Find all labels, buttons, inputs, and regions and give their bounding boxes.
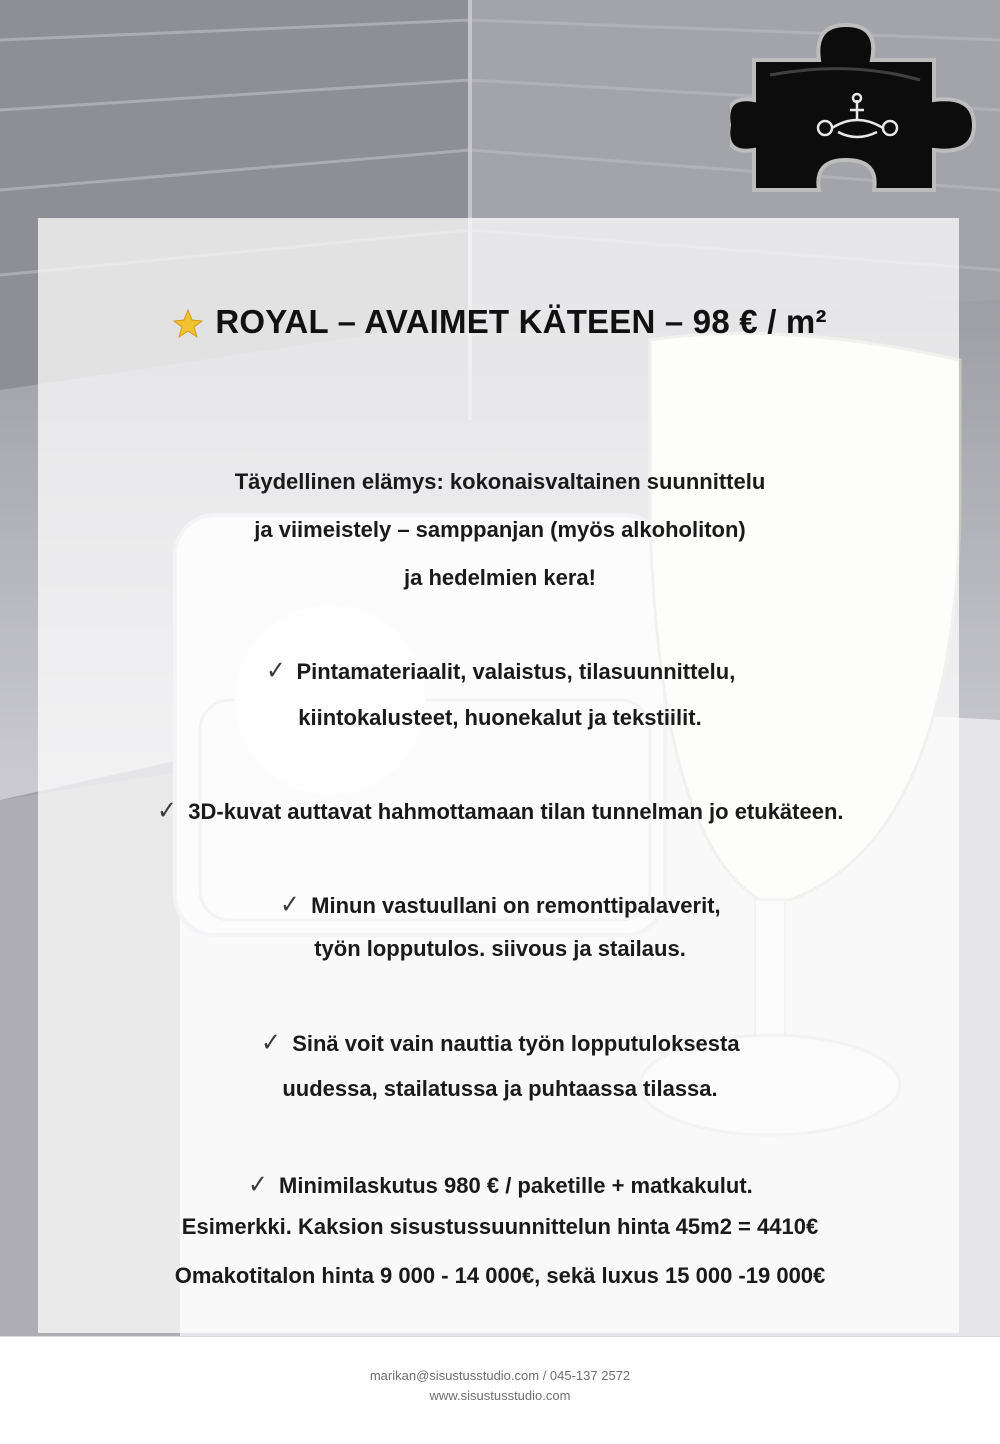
bullet-4-line-2: uudessa, stailatussa ja puhtaassa tilassa. <box>282 1076 718 1101</box>
star-icon <box>173 309 203 347</box>
footer-website-link[interactable]: www.sisustusstudio.com <box>429 1388 571 1403</box>
bullet-1-line-1: ✓ Pintamateriaalit, valaistus, tilasuunnittelu, <box>265 655 736 685</box>
bullet-2-line-1: ✓ 3D-kuvat auttavat hahmottamaan tilan tunnelman jo etukäteen. <box>157 795 844 825</box>
bullet-3-line-2: työn lopputulos. siivous ja stailaus. <box>314 936 686 961</box>
check-icon: ✓ <box>261 1027 282 1057</box>
page-title <box>0 303 1000 347</box>
check-icon: ✓ <box>248 1169 268 1199</box>
footer-divider <box>0 1336 1000 1337</box>
bullet-4-line-1: ✓ Sinä voit vain nauttia työn lopputuloksesta <box>261 1027 740 1057</box>
check-icon: ✓ <box>157 795 178 825</box>
bullet-3-line-1: ✓ Minun vastuullani on remonttipalaverit, <box>280 889 721 919</box>
bullet-5-line-3: Omakotitalon hinta 9 000 - 14 000€, sekä luxus 15 000 -19 000€ <box>174 1263 826 1288</box>
footer-contact[interactable]: marikan@sisustusstudio.com / 045-137 2572 <box>369 1368 631 1383</box>
intro-line-3: ja hedelmien kera! <box>404 565 596 590</box>
check-icon: ✓ <box>265 655 286 685</box>
bullet-5-line-2: Esimerkki. Kaksion sisustussuunnittelun hinta 45m2 = 4410€ <box>181 1214 819 1239</box>
title-text: ROYAL – AVAIMET KÄTEEN – 98 € / m² <box>215 303 827 340</box>
check-icon: ✓ <box>280 889 301 919</box>
bullet-5-line-1: ✓ Minimilaskutus 980 € / paketille + matkakulut. <box>248 1169 753 1199</box>
intro-line-1: Täydellinen elämys: kokonaisvaltainen suunnittelu <box>234 469 766 494</box>
intro-line-2: ja viimeistely – samppanjan (myös alkoholiton) <box>254 517 746 542</box>
bullet-1-line-2: kiintokalusteet, huonekalut ja tekstiilit. <box>298 705 702 730</box>
